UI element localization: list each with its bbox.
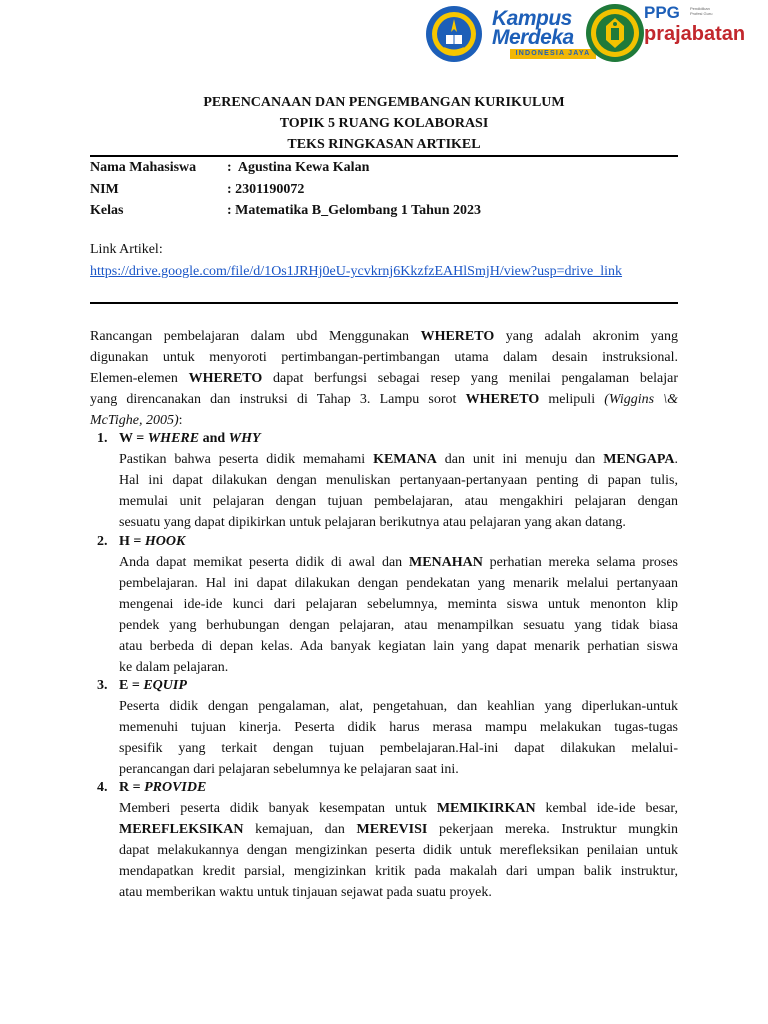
text-line: atau berbeda di depan kelas. Ada banyak kegiatan lain yang dapat menarik perhatian siswa	[119, 639, 678, 654]
info-row-name	[90, 157, 678, 179]
text-line: Peserta didik dengan pengalaman, alat, pengetahuan, dan keahlian yang diperlukan-untuk	[119, 699, 678, 714]
merdeka-text: Merdeka	[492, 26, 574, 49]
info-label: Kelas	[90, 203, 124, 218]
text-line: Pastikan bahwa peserta didik memahami KEMANA dan unit ini menuju dan MENGAPA.	[119, 452, 678, 467]
content-divider	[90, 302, 678, 304]
item-heading-equip: 3. E = EQUIP	[97, 678, 187, 693]
document-topic: TOPIK 5 RUANG KOLABORASI	[279, 116, 489, 131]
text-line: yang direncanakan dan instruksi di Tahap 3. Lampu sorot WHERETO melipuli (Wiggins \&	[90, 392, 678, 407]
text-line: digunakan untuk menyoroti pertimbangan-pertimbangan utama dalam desain instruksional.	[90, 350, 678, 365]
text-line: mendapatkan kredit parsial, mengizinkan kritik pada makalah dari umpan balik instruktur,	[119, 864, 678, 879]
text-line: Hal ini dapat dilakukan dengan menuliskan pertanyaan-pertanyaan penting di papan tulis,	[119, 473, 678, 488]
header-logos	[418, 0, 768, 70]
text-line: Rancangan pembelajaran dalam ubd Menggunakan WHERETO yang adalah akronim yang	[90, 329, 678, 344]
text-line: McTighe, 2005):	[90, 413, 183, 428]
ppg-prajabatan-logo	[644, 4, 768, 64]
item-body-provide	[119, 798, 678, 903]
item-heading-provide: 4. R = PROVIDE	[97, 780, 207, 795]
text-line: dapat melakukannya dengan mengizinkan peserta didik untuk merefleksikan penilaian untuk	[119, 843, 678, 858]
info-value: : Matematika B_Gelombang 1 Tahun 2023	[227, 203, 481, 218]
item-body-hook	[119, 552, 678, 678]
ppg-text: PPG	[644, 3, 680, 22]
text-line: sesuatu yang dapat dipikirkan untuk pelajaran berikutnya atau pelajaran yang akan datang.	[119, 515, 626, 530]
text-line: mengenai ide-ide kunci dari pelajaran sebelumnya, meminta siswa untuk menonton klip	[119, 597, 678, 612]
text-line: Anda dapat memikat peserta didik di awal dan MENAHAN perhatian mereka selama proses	[119, 555, 678, 570]
text-line: MEREFLEKSIKAN kemajuan, dan MEREVISI pekerjaan mereka. Instruktur mungkin	[119, 822, 679, 837]
text-line: memenuhi tujuan kinerja. Peserta didik harus merasa mampu melakukan tugas-tugas	[119, 720, 678, 735]
item-body-equip	[119, 696, 678, 780]
text-line: spesifik yang terkait dengan tujuan pembelajaran.Hal-ini dapat dilakukan melalui-	[119, 741, 678, 756]
ppg-subtitle: Pendidikan Profesi Guru	[690, 6, 713, 16]
link-label: Link Artikel:	[90, 242, 163, 257]
text-line: pembelajaran. Hal ini dapat dilakukan dengan pendekatan yang menarik melalui pertanyaan	[119, 576, 678, 591]
text-line: atau memberikan waktu untuk tinjauan sejawat pada suatu proyek.	[119, 885, 492, 900]
info-label: NIM	[90, 182, 119, 197]
kemdikbud-logo	[424, 4, 484, 64]
text-line: pendek yang berhubungan dengan pelajaran, atau menampilkan sesuatu yang tidak biasa	[119, 618, 678, 633]
kampus-text: Kampus	[492, 7, 572, 30]
document-subtitle: TEKS RINGKASAN ARTIKEL	[287, 137, 481, 152]
item-heading-where-why: 1. W = WHERE and WHY	[97, 431, 261, 446]
intro-paragraph	[90, 326, 678, 431]
text-line: memulai unit pelajaran dengan tujuan pembelajaran, atau mengakhiri pelajaran dengan	[119, 494, 678, 509]
text-line: perancangan dari pelajaran sebelumnya ke pelajaran saat ini.	[119, 762, 459, 777]
text-line: ke dalam pelajaran.	[119, 660, 229, 675]
item-body-where-why	[119, 449, 678, 533]
text-line: Memberi peserta didik banyak kesempatan untuk MEMIKIRKAN kembal ide-ide besar,	[119, 801, 679, 816]
item-heading-hook: 2. H = HOOK	[97, 534, 186, 549]
text-line: Elemen-elemen WHERETO dapat berfungsi sebagai resep yang menilai pengalaman belajar	[90, 371, 678, 386]
indonesia-jaya-band: INDONESIA JAYA	[510, 49, 596, 59]
document-title: PERENCANAAN DAN PENGEMBANGAN KURIKULUM	[203, 95, 565, 110]
info-row-kelas	[90, 200, 678, 222]
info-row-nim	[90, 179, 678, 201]
article-link[interactable]: https://drive.google.com/file/d/1Os1JRHj0eU-ycvkrnj6KkzfzEAHlSmjH/view?usp=drive_link	[90, 264, 623, 279]
prajabatan-text: prajabatan	[644, 23, 746, 45]
info-value: : Agustina Kewa Kalan	[227, 160, 370, 175]
university-crest-logo	[584, 2, 646, 64]
info-value: : 2301190072	[227, 182, 305, 197]
info-label: Nama Mahasiswa	[90, 160, 197, 175]
